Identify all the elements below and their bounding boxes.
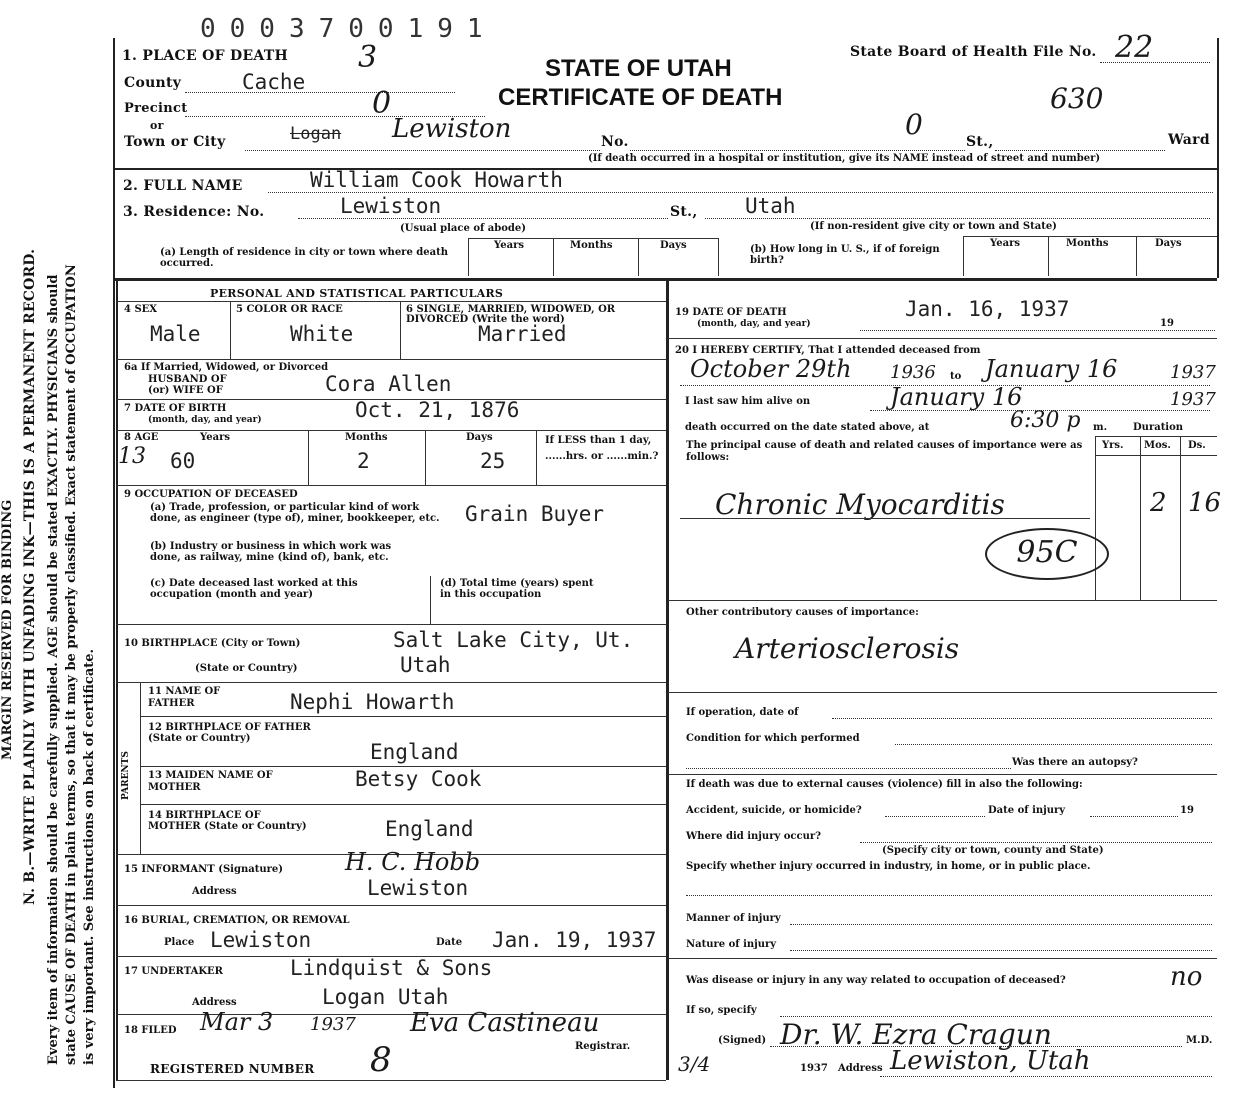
duration-col-3 bbox=[1180, 436, 1181, 601]
full-name-rule bbox=[268, 192, 1213, 193]
full-name-value: William Cook Howarth bbox=[310, 168, 563, 192]
residence-state: Utah bbox=[745, 194, 796, 218]
signature-date: 3/4 bbox=[678, 1052, 711, 1076]
informant-signature: H. C. Hobb bbox=[345, 848, 481, 876]
sex-value: Male bbox=[150, 322, 201, 346]
binding-note: MARGIN RESERVED FOR BINDING bbox=[0, 499, 15, 760]
us-col-1 bbox=[963, 236, 964, 276]
certificate-title: CERTIFICATE OF DEATH bbox=[498, 84, 783, 111]
instructions-line-1: Every item of information should be carefully supplied. AGE should be stated EXACTLY. PHYSICIANS should bbox=[46, 274, 61, 1065]
st-label: St., bbox=[966, 134, 994, 150]
mother-value: Betsy Cook bbox=[355, 767, 482, 791]
signature-address-value: Lewiston, Utah bbox=[890, 1046, 1091, 1076]
external-causes-label: If death was due to external causes (violence) fill in also the following: bbox=[686, 779, 1083, 790]
condition-rule bbox=[895, 744, 1212, 745]
registered-number: 8 bbox=[370, 1040, 392, 1080]
file-no-label: State Board of Health File No. bbox=[850, 44, 1097, 60]
length-days-label: Days bbox=[660, 240, 687, 251]
residence-state-rule bbox=[705, 218, 1210, 219]
rule-after-informant bbox=[116, 905, 666, 906]
filed-year: 1937 bbox=[310, 1014, 356, 1035]
occupation-related-label: Was disease or injury in any way related to occupation of deceased? bbox=[686, 975, 1066, 986]
nature-label: Nature of injury bbox=[686, 939, 777, 950]
burial-place-value: Lewiston bbox=[210, 928, 312, 952]
residence-rule bbox=[298, 218, 668, 219]
where-injury-rule bbox=[860, 842, 1212, 843]
length-years-label: Years bbox=[494, 240, 525, 251]
age-days-value: 25 bbox=[480, 449, 506, 473]
rule-after-occupation bbox=[116, 624, 666, 625]
duration-header-rule bbox=[1095, 455, 1217, 456]
ward-label: Ward bbox=[1168, 132, 1210, 148]
column-divider bbox=[666, 280, 669, 1080]
length-months-label: Months bbox=[570, 240, 613, 251]
injury-date-19: 19 bbox=[1180, 805, 1194, 816]
hospital-note: (If death occurred in a hospital or institution, give its NAME instead of street and number) bbox=[588, 153, 1101, 164]
undertaker-address-value: Logan Utah bbox=[322, 985, 449, 1009]
rule-after-mother bbox=[140, 804, 666, 805]
date-of-death-19: 19 bbox=[1160, 318, 1174, 329]
attend-from-year: 1936 bbox=[890, 362, 936, 383]
color-value: White bbox=[290, 322, 354, 346]
last-saw-label: I last saw him alive on bbox=[685, 396, 811, 407]
in-us-label: (b) How long in U. S., if of foreign birth? bbox=[750, 244, 940, 266]
burial-label: 16 BURIAL, CREMATION, OR REMOVAL bbox=[124, 915, 350, 926]
spouse-label-1: 6a If Married, Widowed, or Divorced bbox=[124, 362, 329, 373]
duration-table-top bbox=[1095, 436, 1217, 437]
signed-label: (Signed) bbox=[718, 1035, 767, 1046]
age-col-2 bbox=[425, 430, 426, 485]
burial-date-label: Date bbox=[436, 937, 463, 948]
signature-address-rule bbox=[880, 1076, 1212, 1077]
color-col-rule bbox=[400, 301, 401, 359]
death-time: 6:30 p bbox=[1010, 408, 1081, 433]
precinct-code: 0 bbox=[372, 86, 392, 121]
signature-year: 1937 bbox=[800, 1063, 828, 1074]
informant-address-value: Lewiston bbox=[367, 876, 469, 900]
specify-industry-label: Specify whether injury occurred in industry, in home, or in public place. bbox=[686, 861, 1091, 872]
cause-rule bbox=[680, 518, 1090, 519]
duration-col-1 bbox=[1095, 436, 1096, 601]
specify-place-note: (Specify city or town, county and State) bbox=[882, 845, 1104, 856]
occupation-related-value: no bbox=[1170, 962, 1203, 992]
contributory-label: Other contributory causes of importance: bbox=[686, 607, 919, 618]
duration-col-2 bbox=[1140, 436, 1141, 601]
last-saw-year: 1937 bbox=[1170, 389, 1216, 410]
occupation-a-label: (a) Trade, profession, or particular kind of work done, as engineer (type of), miner, bookkeeper, etc. bbox=[150, 502, 440, 524]
mother-birthplace-label: 14 BIRTHPLACE OF MOTHER (State or Country) bbox=[148, 810, 307, 832]
registered-number-label: REGISTERED NUMBER bbox=[150, 1062, 315, 1076]
us-col-2 bbox=[1048, 236, 1049, 276]
certify-label: 20 I HEREBY CERTIFY, That I attended deceased from bbox=[675, 345, 981, 356]
age-years-value: 60 bbox=[170, 449, 196, 473]
mother-birthplace-value: England bbox=[385, 817, 474, 841]
county-code: 3 bbox=[358, 40, 378, 75]
age-months-label: Months bbox=[345, 432, 388, 443]
nature-rule bbox=[790, 950, 1212, 951]
father-birthplace-label: 12 BIRTHPLACE OF FATHER (State or Country) bbox=[148, 722, 311, 744]
duration-label: Duration bbox=[1133, 422, 1184, 433]
left-column-border bbox=[116, 280, 118, 1080]
spouse-label-2: HUSBAND OF bbox=[148, 374, 227, 385]
operation-label: If operation, date of bbox=[686, 707, 799, 718]
accident-label: Accident, suicide, or homicide? bbox=[686, 805, 862, 816]
filed-label: 18 FILED bbox=[124, 1025, 177, 1036]
injury-date-rule bbox=[1090, 816, 1178, 817]
marital-value: Married bbox=[478, 322, 567, 346]
rule-after-dod bbox=[668, 338, 1217, 339]
if-so-rule bbox=[780, 1016, 1212, 1017]
attend-to-year: 1937 bbox=[1170, 362, 1216, 383]
occupation-value: Grain Buyer bbox=[465, 502, 605, 526]
or-label: or bbox=[150, 119, 164, 132]
spouse-label-3: (or) WIFE OF bbox=[148, 385, 223, 396]
age-col-1 bbox=[308, 430, 309, 485]
county-value: Cache bbox=[242, 70, 306, 94]
father-value: Nephi Howarth bbox=[290, 690, 455, 714]
personal-heading-rule bbox=[116, 301, 666, 302]
manner-rule bbox=[790, 924, 1212, 925]
filed-date: Mar 3 bbox=[200, 1008, 274, 1036]
physician-signature: Dr. W. Ezra Cragun bbox=[780, 1018, 1052, 1051]
operation-rule bbox=[832, 718, 1212, 719]
cause-code-circle bbox=[985, 528, 1109, 580]
informant-label: 15 INFORMANT (Signature) bbox=[124, 864, 283, 875]
file-number: 22 bbox=[1115, 30, 1154, 65]
death-occurred-label: death occurred on the date stated above, at bbox=[685, 422, 930, 433]
marital-label: 6 SINGLE, MARRIED, WIDOWED, OR DIVORCED (Write the word) bbox=[406, 304, 616, 325]
town-rule bbox=[245, 150, 600, 151]
father-birthplace-value: England bbox=[370, 740, 459, 764]
state-title: STATE OF UTAH bbox=[545, 55, 732, 82]
age-col-3 bbox=[536, 430, 537, 485]
attend-from-date: October 29th bbox=[690, 355, 852, 383]
birthplace-value: Salt Lake City, Ut. bbox=[393, 628, 634, 652]
birthplace-state-label: (State or Country) bbox=[195, 663, 298, 674]
instructions-line-2: state CAUSE OF DEATH in plain terms, so that it may be properly classified. Exact statement of OCCUPATION bbox=[64, 264, 79, 1065]
length-col-3 bbox=[638, 238, 639, 276]
dob-label: 7 DATE OF BIRTH bbox=[124, 403, 227, 414]
date-of-death-rule bbox=[860, 330, 1215, 331]
residence-st-label: St., bbox=[670, 204, 698, 220]
rule-before-contributory bbox=[668, 600, 1217, 601]
length-col-2 bbox=[553, 238, 554, 276]
age-years-label: Years bbox=[200, 432, 231, 443]
length-col-4 bbox=[718, 238, 719, 276]
code-630: 630 bbox=[1050, 82, 1104, 115]
rule-after-age bbox=[116, 485, 666, 486]
code-zero: 0 bbox=[905, 108, 923, 141]
occupation-d-label: (d) Total time (years) spent in this occupation bbox=[440, 578, 594, 600]
burial-place-label: Place bbox=[164, 937, 195, 948]
color-label: 5 COLOR OR RACE bbox=[236, 304, 343, 315]
registrar-label: Registrar. bbox=[575, 1041, 631, 1052]
no-rule bbox=[630, 150, 965, 151]
file-no-rule bbox=[1100, 62, 1210, 63]
autopsy-label: Was there an autopsy? bbox=[1012, 757, 1138, 768]
attend-to-label: to bbox=[950, 371, 962, 382]
birthplace-state-value: Utah bbox=[400, 653, 451, 677]
undertaker-label: 17 UNDERTAKER bbox=[124, 966, 223, 977]
residence-value: Lewiston bbox=[340, 194, 442, 218]
section-divider bbox=[113, 278, 1217, 281]
manner-label: Manner of injury bbox=[686, 913, 781, 924]
us-years-label: Years bbox=[990, 238, 1021, 249]
registrar-signature: Eva Castineau bbox=[410, 1008, 600, 1038]
age-mark: 13 bbox=[118, 444, 146, 469]
length-table-top bbox=[468, 238, 718, 239]
cause-code: 95C bbox=[1016, 535, 1078, 570]
dob-sub: (month, day, and year) bbox=[148, 415, 262, 425]
place-of-death-heading: 1. PLACE OF DEATH bbox=[122, 48, 289, 64]
us-table-top bbox=[963, 236, 1217, 237]
no-label: No. bbox=[601, 134, 629, 150]
ink-notice: N. B.—WRITE PLAINLY WITH UNFADING INK—THIS IS A PERMANENT RECORD. bbox=[22, 248, 38, 905]
form-right-border bbox=[1217, 38, 1219, 278]
specify-industry-rule bbox=[686, 895, 1212, 896]
burial-date-value: Jan. 19, 1937 bbox=[492, 928, 657, 952]
occupation-b-label: (b) Industry or business in which work was done, as railway, mine (kind of), bank, etc. bbox=[150, 541, 392, 563]
age-days-label: Days bbox=[466, 432, 493, 443]
contributory-value: Arteriosclerosis bbox=[735, 632, 960, 665]
duration-days-value: 16 bbox=[1188, 488, 1222, 518]
parents-side-rule bbox=[140, 682, 141, 854]
precinct-label: Precinct bbox=[124, 101, 188, 116]
occupation-label: 9 OCCUPATION OF DECEASED bbox=[124, 489, 298, 500]
undertaker-address-label: Address bbox=[192, 997, 237, 1008]
undertaker-value: Lindquist & Sons bbox=[290, 956, 493, 980]
personal-heading: PERSONAL AND STATISTICAL PARTICULARS bbox=[210, 287, 504, 300]
us-months-label: Months bbox=[1066, 238, 1109, 249]
principal-cause-label: The principal cause of death and related causes of importance were as follows: bbox=[686, 440, 1083, 463]
town-struck: Logan bbox=[290, 124, 342, 144]
us-col-3 bbox=[1136, 236, 1137, 276]
county-label: County bbox=[124, 75, 182, 91]
sex-label: 4 SEX bbox=[124, 304, 158, 315]
occupation-cd-rule bbox=[430, 576, 431, 624]
nonresident-note: (If non-resident give city or town and State) bbox=[810, 221, 1057, 232]
father-label: 11 NAME OF FATHER bbox=[148, 686, 221, 709]
occupation-c-label: (c) Date deceased last worked at this occupation (month and year) bbox=[150, 578, 358, 600]
county-rule bbox=[185, 92, 455, 93]
less-than-day-label: If LESS than 1 day, ......hrs. or ......min.? bbox=[545, 435, 659, 462]
rule-after-father bbox=[140, 716, 666, 717]
rule-bottom-left bbox=[116, 1080, 666, 1081]
rule-after-contributory bbox=[668, 692, 1217, 693]
parents-label: PARENTS bbox=[121, 751, 131, 800]
mother-label: 13 MAIDEN NAME OF MOTHER bbox=[148, 770, 273, 793]
condition-label: Condition for which performed bbox=[686, 733, 860, 744]
where-injury-label: Where did injury occur? bbox=[686, 831, 822, 842]
autopsy-rule bbox=[686, 768, 1011, 769]
form-left-border bbox=[113, 38, 115, 1088]
usual-abode-note: (Usual place of abode) bbox=[400, 223, 526, 234]
spouse-value: Cora Allen bbox=[325, 372, 452, 396]
signature-address-label: Address bbox=[838, 1063, 883, 1074]
md-label: M.D. bbox=[1186, 1035, 1213, 1046]
last-saw-date: January 16 bbox=[890, 383, 1023, 411]
accident-rule bbox=[885, 816, 985, 817]
death-time-m: m. bbox=[1093, 422, 1108, 433]
residence-label: 3. Residence: No. bbox=[123, 204, 265, 220]
full-name-label: 2. FULL NAME bbox=[123, 178, 243, 194]
duration-yrs-label: Yrs. bbox=[1102, 440, 1124, 451]
rule-after-sex bbox=[116, 359, 666, 360]
rule-after-dob bbox=[116, 430, 666, 431]
town-label: Town or City bbox=[124, 134, 226, 150]
duration-mos-label: Mos. bbox=[1144, 440, 1171, 451]
st-rule bbox=[995, 150, 1165, 151]
if-so-label: If so, specify bbox=[686, 1005, 757, 1016]
dob-value: Oct. 21, 1876 bbox=[355, 398, 520, 422]
informant-address-label: Address bbox=[192, 886, 237, 897]
principal-cause-value: Chronic Myocarditis bbox=[715, 488, 1005, 521]
date-of-death-value: Jan. 16, 1937 bbox=[905, 297, 1070, 321]
age-label: 8 AGE bbox=[124, 432, 159, 443]
duration-months-value: 2 bbox=[1150, 488, 1167, 518]
rule-after-birthplace bbox=[116, 682, 666, 683]
age-months-value: 2 bbox=[357, 449, 370, 473]
length-residence-label: (a) Length of residence in city or town where death occurred. bbox=[160, 247, 449, 269]
birthplace-label: 10 BIRTHPLACE (City or Town) bbox=[124, 638, 301, 649]
rule-after-nature bbox=[668, 958, 1217, 959]
injury-date-label: Date of injury bbox=[988, 805, 1066, 816]
instructions-line-3: is very important. See instructions on back of certificate. bbox=[82, 648, 97, 1065]
serial-number: 0003700191 bbox=[200, 14, 497, 44]
duration-ds-label: Ds. bbox=[1188, 440, 1206, 451]
length-col-1 bbox=[468, 238, 469, 276]
attend-to-date: January 16 bbox=[985, 355, 1118, 383]
date-of-death-label: 19 DATE OF DEATH bbox=[675, 307, 787, 318]
us-days-label: Days bbox=[1155, 238, 1182, 249]
town-value: Lewiston bbox=[392, 114, 512, 144]
rule-name-top bbox=[113, 168, 1217, 170]
sex-col-rule bbox=[230, 301, 231, 359]
rule-after-autopsy bbox=[668, 774, 1217, 775]
date-of-death-sub: (month, day, and year) bbox=[697, 319, 811, 329]
